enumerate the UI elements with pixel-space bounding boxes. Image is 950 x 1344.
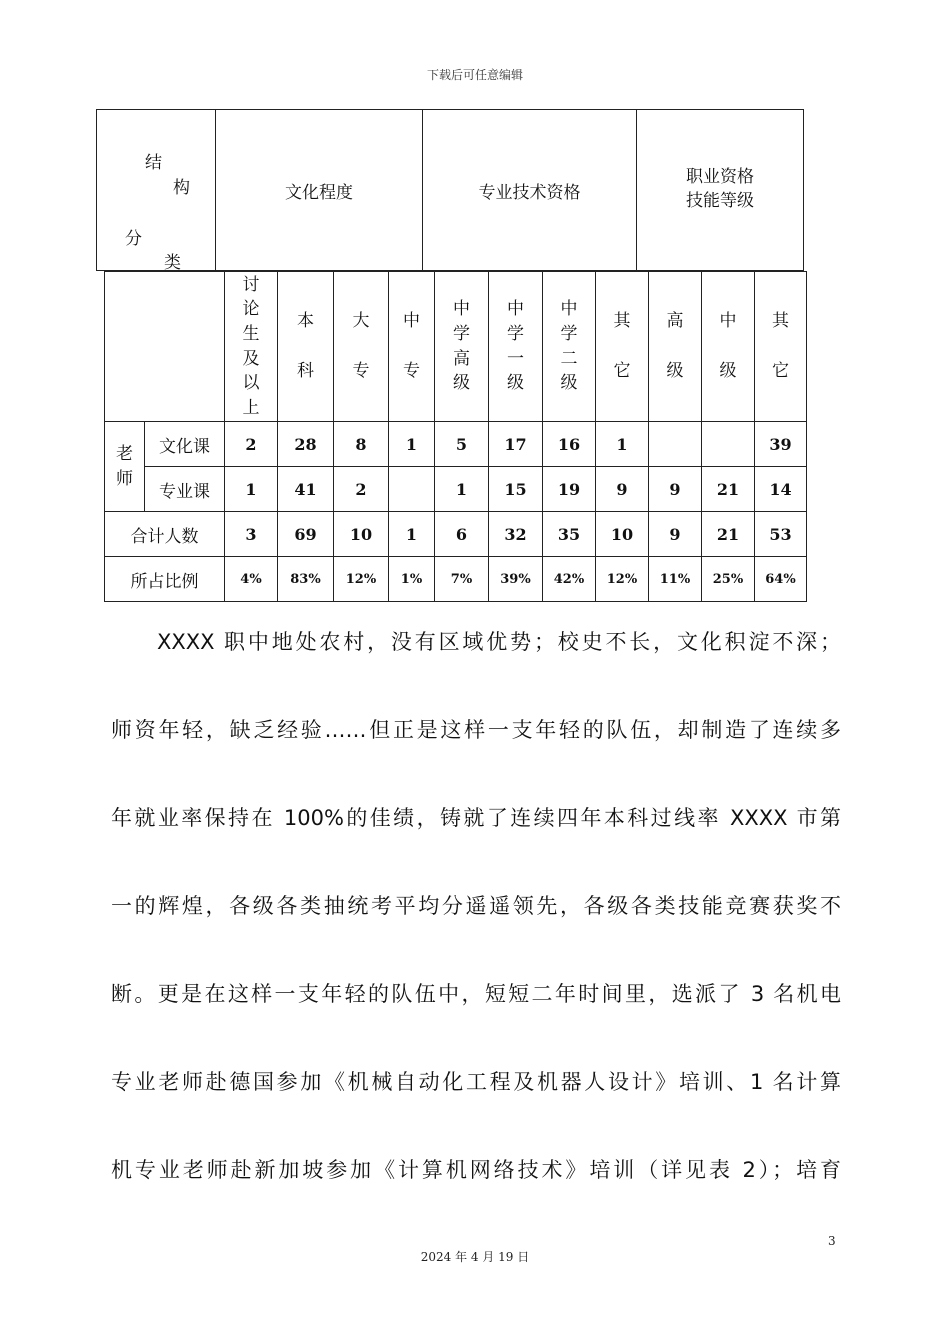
- cell: [649, 422, 702, 467]
- cell: 9: [649, 512, 702, 557]
- cell: 25%: [702, 557, 755, 602]
- cell: 2: [334, 467, 389, 512]
- teacher-label: 老师: [105, 422, 145, 512]
- col-header: 中学高级: [435, 272, 489, 422]
- cell: 19: [543, 467, 596, 512]
- corner-cell: [97, 110, 216, 271]
- corner-char: 分: [125, 229, 142, 249]
- col-header: 其它: [596, 272, 649, 422]
- corner-char: 构: [173, 178, 190, 198]
- col-header: 本科: [278, 272, 334, 422]
- row-label: 合计人数: [105, 512, 225, 557]
- total-row: [105, 512, 807, 557]
- cell: 4%: [225, 557, 278, 602]
- page-number: 3: [828, 1234, 836, 1248]
- table-body: [104, 271, 807, 602]
- cell: 1: [389, 422, 435, 467]
- cell: 39: [755, 422, 807, 467]
- corner-char: 类: [164, 253, 181, 273]
- row-label: 所占比例: [105, 557, 225, 602]
- cell: 35: [543, 512, 596, 557]
- cell: 21: [702, 467, 755, 512]
- cell: 10: [334, 512, 389, 557]
- cell: 41: [278, 467, 334, 512]
- table-row: [105, 422, 807, 467]
- cell: 83%: [278, 557, 334, 602]
- cell: 15: [489, 467, 543, 512]
- body-paragraph: [111, 598, 841, 1214]
- cell: 12%: [334, 557, 389, 602]
- paragraph-line: 专业老师赴德国参加《机械自动化工程及机器人设计》培训、1 名计算: [111, 1070, 841, 1094]
- table-row: [105, 467, 807, 512]
- paragraph-line: 机专业老师赴新加坡参加《计算机网络技术》培训（详见表 2）；培育: [111, 1158, 841, 1182]
- cell: 69: [278, 512, 334, 557]
- cell: 14: [755, 467, 807, 512]
- cell: 17: [489, 422, 543, 467]
- group-header: 文化程度: [216, 110, 423, 271]
- cell: 3: [225, 512, 278, 557]
- col-header: 高级: [649, 272, 702, 422]
- cell: 39%: [489, 557, 543, 602]
- cell: 2: [225, 422, 278, 467]
- cell: [702, 422, 755, 467]
- cell: 9: [649, 467, 702, 512]
- cell: 7%: [435, 557, 489, 602]
- cell: 1: [435, 467, 489, 512]
- row-label: 文化课: [145, 422, 225, 467]
- paragraph-line: XXXX 职中地处农村，没有区域优势；校史不长，文化积淀不深；: [157, 630, 841, 654]
- paragraph-line: 师资年轻，缺乏经验……但正是这样一支年轻的队伍，却制造了连续多: [111, 718, 841, 742]
- cell: 1: [225, 467, 278, 512]
- cell: 1%: [389, 557, 435, 602]
- ratio-row: [105, 557, 807, 602]
- corner-char: 结: [145, 153, 162, 173]
- cell: 21: [702, 512, 755, 557]
- cell: 9: [596, 467, 649, 512]
- cell: 8: [334, 422, 389, 467]
- col-header: 中专: [389, 272, 435, 422]
- cell: 53: [755, 512, 807, 557]
- col-header: 中学一级: [489, 272, 543, 422]
- col-header: 其它: [755, 272, 807, 422]
- cell: 32: [489, 512, 543, 557]
- cell: 1: [596, 422, 649, 467]
- cell: 10: [596, 512, 649, 557]
- empty-cell: [105, 272, 225, 422]
- cell: 64%: [755, 557, 807, 602]
- col-header: 大专: [334, 272, 389, 422]
- paragraph-line: 年就业率保持在 100%的佳绩，铸就了连续四年本科过线率 XXXX 市第: [111, 806, 841, 830]
- cell: 28: [278, 422, 334, 467]
- paragraph-line: 一的辉煌，各级各类抽统考平均分遥遥领先，各级各类技能竞赛获奖不: [111, 894, 841, 918]
- cell: 6: [435, 512, 489, 557]
- col-header: 中学二级: [543, 272, 596, 422]
- col-header: 讨论生及以上: [225, 272, 278, 422]
- paragraph-line: 断。更是在这样一支年轻的队伍中，短短二年时间里，选派了 3 名机电: [111, 982, 841, 1006]
- page-header: 下载后可任意编辑: [426, 68, 523, 82]
- group-header: 专业技术资格: [423, 110, 637, 271]
- group-header: 职业资格 技能等级: [637, 110, 804, 271]
- page-footer-date: 2024 年 4 月 19 日: [420, 1250, 530, 1264]
- cell: 42%: [543, 557, 596, 602]
- row-label: 专业课: [145, 467, 225, 512]
- col-header: 中级: [702, 272, 755, 422]
- cell: 1: [389, 512, 435, 557]
- cell: [389, 467, 435, 512]
- cell: 5: [435, 422, 489, 467]
- cell: 12%: [596, 557, 649, 602]
- table-top-header: [96, 109, 804, 271]
- cell: 11%: [649, 557, 702, 602]
- cell: 16: [543, 422, 596, 467]
